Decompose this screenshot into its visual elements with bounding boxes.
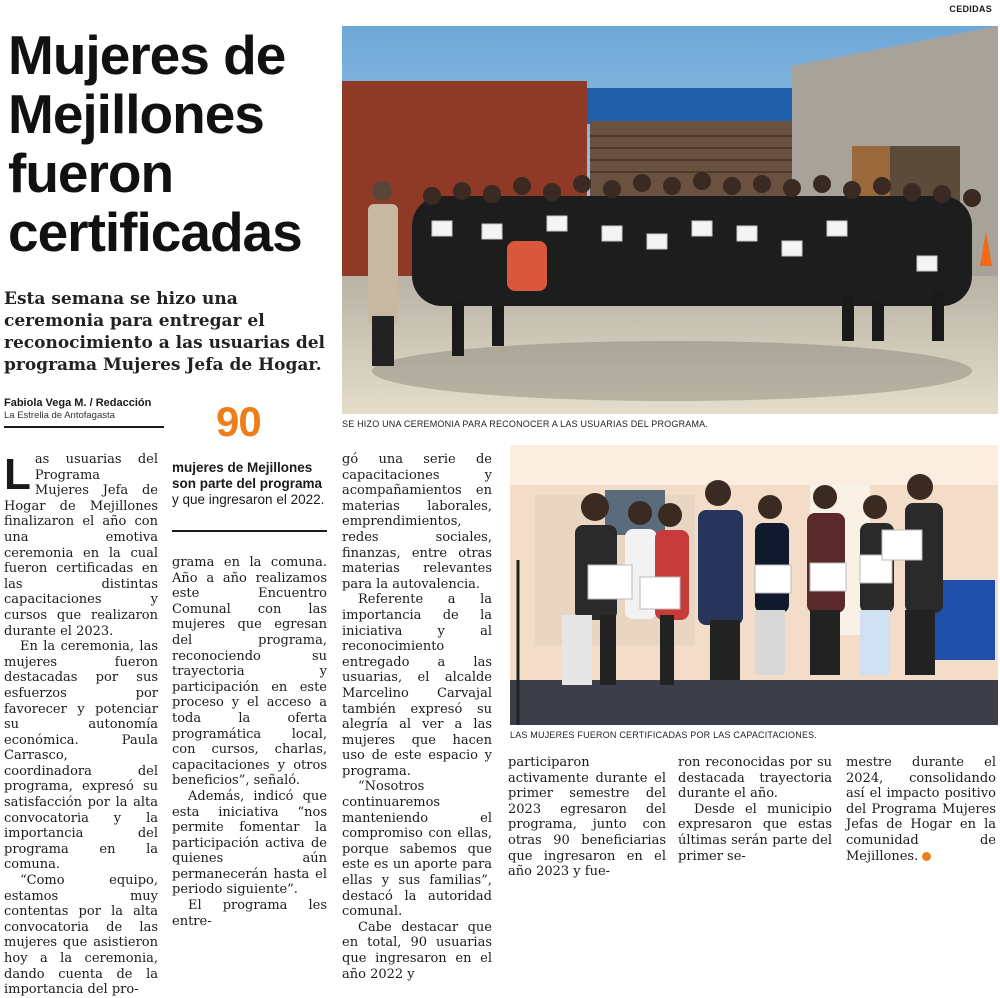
stat-caption (172, 460, 327, 508)
body-column-3 (342, 452, 492, 982)
body-paragraph: El programa les entre- (172, 898, 327, 929)
drop-cap: L (4, 450, 31, 499)
group-photo-bottom-image (510, 445, 998, 725)
stat-caption-bold: mujeres de Mejillones son parte del programa (172, 460, 323, 491)
end-mark-icon (922, 852, 931, 861)
body-paragraph: ron reconocidas por su destacada trayectoria durante el año. (678, 755, 832, 802)
body-paragraph: grama en la comuna. Año a año realizamos este Encuentro Comunal con las mujeres que egresan del programa, reconociendo su trayectoria y participación en este proceso y el acceso a toda la oferta programática local, con cursos, charlas, capacitaciones y otros beneficios”, señaló. (172, 555, 327, 789)
body-paragraph: En la ceremonia, las mujeres fueron destacadas por sus esfuerzos por favorecer y potenciar su autonomía económica. Paula Carrasco, coordinadora del programa, expresó su satisfacción por la alta convocatoria y la importancia del programa en la comuna. (4, 639, 158, 873)
body-text: as usuarias del Programa Mujeres Jefa de Hogar de Mejillones finalizaron el año con una emotiva ceremonia en la cual fueron certificadas en las distintas capacitaciones y cursos que realizaron durante el 2023. (4, 452, 158, 639)
stat-caption-rest: y que ingresaron el 2022. (172, 492, 325, 507)
body-paragraph (4, 452, 158, 639)
byline-rule (4, 426, 164, 428)
body-paragraph: “Nosotros continuaremos manteniendo el compromiso con ellas, porque sabemos que este es un aporte para ellas y sus familias”, destacó la autoridad comunal. (342, 779, 492, 920)
body-paragraph: participaron activamente durante el primer semestre del 2023 egresaron del programa, junto con otras 90 beneficiarias que ingresaron en el año 2023 y fue- (508, 755, 666, 880)
subhead: Esta semana se hizo una ceremonia para entregar el reconocimiento a las usuarias del programa Mujeres Jefa de Hogar. (4, 289, 325, 375)
body-column-2 (172, 555, 327, 929)
body-paragraph: gó una serie de capacitaciones y acompañamientos en materias laborales, emprendimientos, redes sociales, finanzas, entre otras materias relevantes para la autovalencia. (342, 452, 492, 592)
body-column-4 (508, 755, 666, 880)
stat-rule (172, 530, 327, 532)
body-paragraph: Desde el municipio expresaron que estas últimas serán parte del primer se- (678, 801, 832, 864)
byline-author: Fabiola Vega M. / Redacción (4, 397, 152, 409)
group-photo-bottom (510, 445, 998, 725)
section-tag: CEDIDAS (949, 4, 992, 14)
body-paragraph: Además, indicó que esta iniciativa “nos permite fomentar la participación activa de quienes aún permanecerán hasta el periodo siguiente”. (172, 788, 327, 898)
body-column-1 (4, 452, 158, 998)
photo-top-caption: SE HIZO UNA CEREMONIA PARA RECONOCER A LAS USUARIAS DEL PROGRAMA. (342, 419, 709, 429)
body-column-6 (846, 755, 996, 864)
byline-outlet: La Estrella de Antofagasta (4, 410, 115, 421)
body-column-5 (678, 755, 832, 864)
group-photo-top-image (342, 26, 998, 414)
body-paragraph: “Como equipo, estamos muy contentas por la alta convocatoria de las mujeres que asistieron hoy a la ceremonia, dando cuenta de la importancia del pro- (4, 873, 158, 998)
headline: Mujeres de Mejillones fueron certificadas (8, 24, 302, 263)
body-text: mestre durante el 2024, consolidando así el impacto positivo del Programa Mujeres Jefas de Hogar en la comunidad de Mejillones. (846, 755, 996, 864)
body-paragraph: Referente a la importancia de la iniciativa y al reconocimiento entregado a las usuarias, el alcalde Marcelino Carvajal también expresó su alegría al ver a las mujeres que hacen uso de este espacio y programa. (342, 592, 492, 779)
stat-number: 90 (216, 398, 261, 445)
body-paragraph (846, 755, 996, 864)
group-photo-top (342, 26, 998, 414)
body-paragraph: Cabe destacar que en total, 90 usuarias que ingresaron en el año 2022 y (342, 919, 492, 982)
photo-bottom-caption: LAS MUJERES FUERON CERTIFICADAS POR LAS CAPACITACIONES. (510, 730, 818, 740)
